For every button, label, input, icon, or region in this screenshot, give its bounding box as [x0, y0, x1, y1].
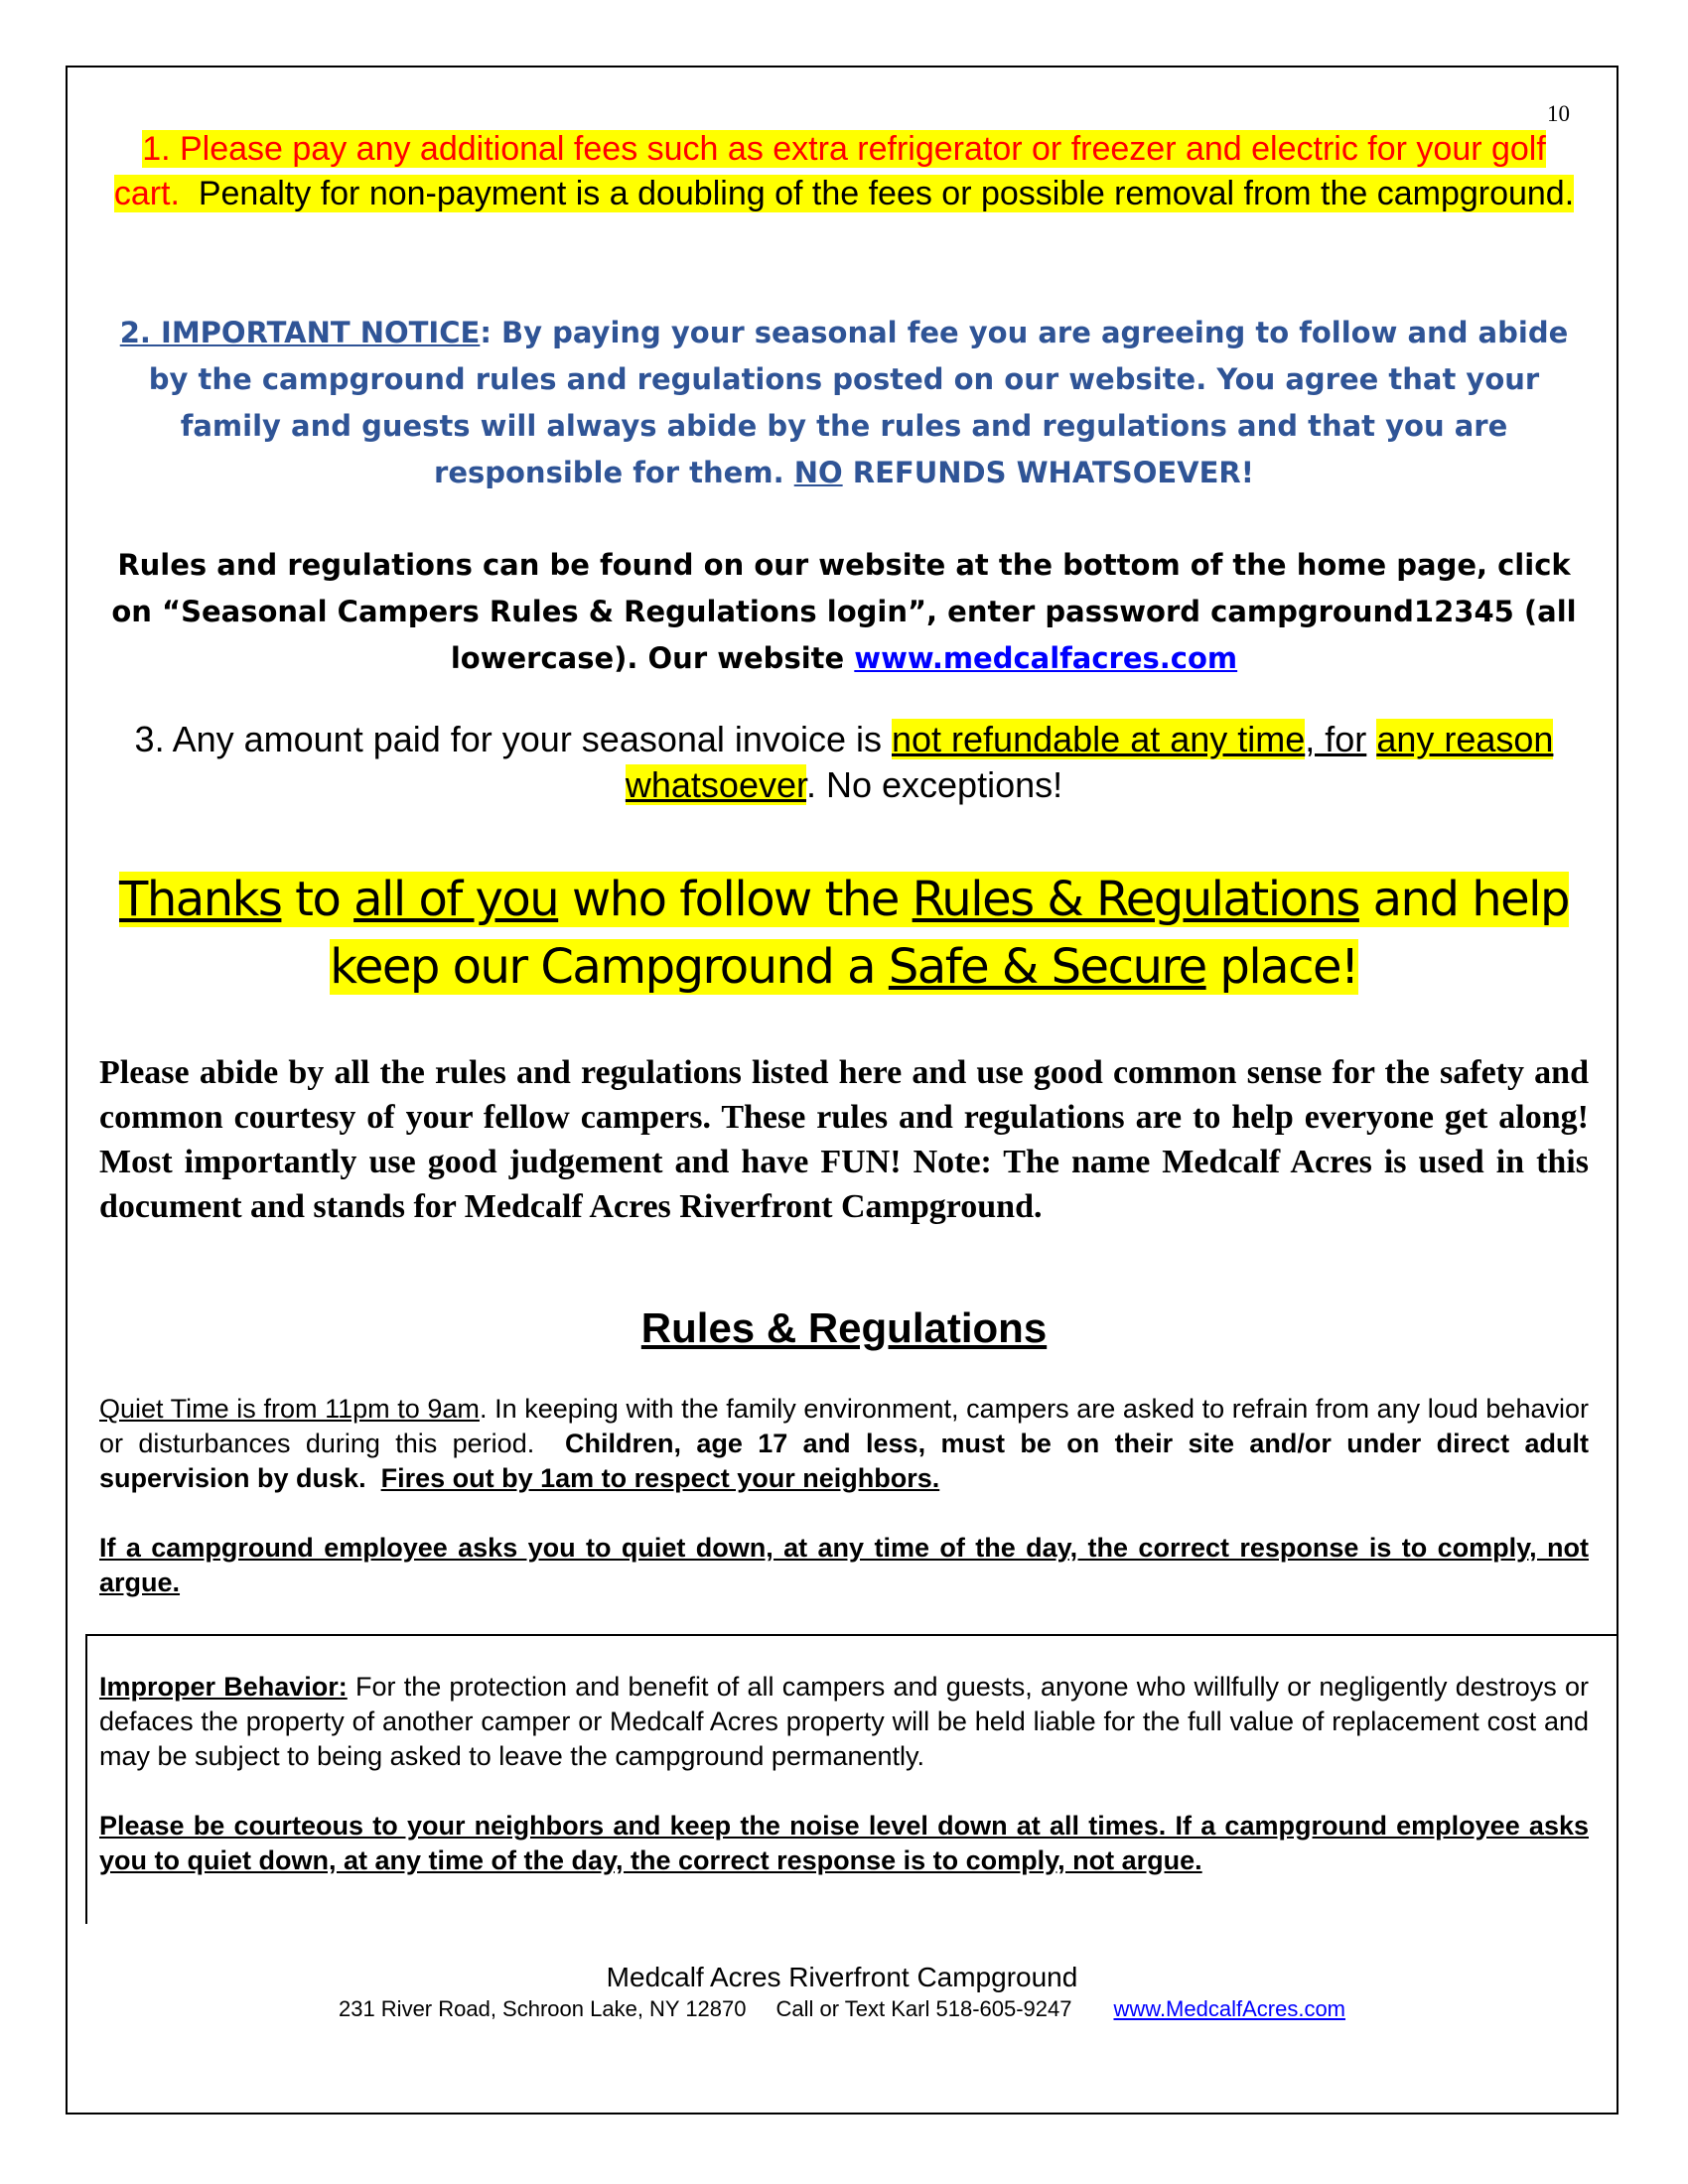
fires-rule: Fires out by 1am to respect your neighbors. [380, 1463, 940, 1493]
refund-notice-suffix: . No exceptions! [805, 764, 1063, 805]
quiet-time-title: Quiet Time is from 11pm to 9am [99, 1394, 480, 1424]
courteous-rule: Please be courteous to your neighbors and keep the noise level down at all times. If a campground employee asks you to quiet down, at any time of the day, the correct response is to comply, not argue. [99, 1811, 1589, 1875]
intro-paragraph: Please abide by all the rules and regulations listed here and use good common sense for the safety and common courtesy of your fellow campers. These rules and regulations are to help everyone get along! Most importantly use good judgement and have FUN! Note: The name Medcalf Acres is used in this document and stands for Medcalf Acres Riverfront Campground. [99, 1054, 1589, 1225]
thanks-part6: and help keep our Campground a [330, 872, 1569, 995]
important-notice-label: 2. IMPORTANT NOTICE [119, 316, 481, 349]
footer-website-link[interactable]: www.MedcalfAcres.com [1113, 1996, 1346, 2021]
thanks-banner [109, 866, 1579, 1001]
improper-behavior-rule [99, 1670, 1589, 1774]
thanks-word: Thanks [119, 872, 282, 927]
not-refundable-highlight: not refundable at any time [892, 719, 1306, 759]
thanks-safe-secure: Safe & Secure [888, 939, 1206, 995]
fees-notice-penalty-text: Penalty for non-payment is a doubling of the fees or possible removal from the campground. [198, 175, 1575, 212]
important-notice-text: : By paying your seasonal fee you are agreeing to follow and abide by the campground rules and regulations posted on our website. You agree that your family and guests will always abide by the rules and regulations and that you are responsible for them. [148, 316, 1569, 489]
footer-phone: Call or Text Karl 518-605-9247 [775, 1996, 1072, 2021]
quiet-time-rule [99, 1392, 1589, 1496]
thanks-part4: who follow the [558, 872, 913, 927]
refund-notice-mid: , for [1305, 719, 1367, 759]
employee-rule: If a campground employee asks you to quiet down, at any time of the day, the correct response is to comply, not argue. [99, 1533, 1589, 1597]
no-emphasis: NO [793, 456, 843, 489]
improper-behavior-title: Improper Behavior: [99, 1672, 348, 1702]
refund-notice-prefix: 3. Any amount paid for your seasonal invoice is [134, 719, 882, 759]
website-instructions-text: Rules and regulations can be found on our website at the bottom of the home page, click on “Seasonal Campers Rules & Regulations login”, enter password campground12345 (all lowercase). Our website [111, 548, 1577, 675]
refunds-text: REFUNDS WHATSOEVER! [852, 456, 1254, 489]
page-number: 10 [1547, 101, 1570, 126]
refund-notice [109, 717, 1579, 808]
fees-notice-red-text: 1. Please pay any additional fees such as extra refrigerator or freezer and electric for your golf cart. [113, 130, 1546, 212]
thanks-part2: to [281, 872, 354, 927]
website-link[interactable]: www.medcalfacres.com [854, 641, 1238, 675]
children-rule: Children, age 17 and less, must be on their site and/or under direct adult supervision by dusk. [99, 1429, 1589, 1493]
important-notice [109, 310, 1579, 496]
rules-heading: Rules & Regulations [640, 1304, 1048, 1351]
fees-notice [109, 127, 1579, 216]
footer-contact [66, 1994, 1618, 2024]
footer-name: Medcalf Acres Riverfront Campground [606, 1962, 1078, 1992]
improper-behavior-text: For the protection and benefit of all campers and guests, anyone who willfully or negligently destroys or defaces the property of another camper or Medcalf Acres property will be held liable for the full value of replacement cost and may be subject to being asked to leave the campground permanently. [99, 1672, 1589, 1771]
thanks-part8: place! [1205, 939, 1358, 995]
any-reason-highlight: any reason whatsoever [625, 719, 1554, 805]
website-instructions [109, 542, 1579, 682]
quiet-time-text: . In keeping with the family environment, campers are asked to refrain from any loud behavior or disturbances during this period. [99, 1394, 1589, 1458]
footer [66, 1961, 1618, 2024]
thanks-rules: Rules & Regulations [912, 872, 1359, 927]
footer-address: 231 River Road, Schroon Lake, NY 12870 [338, 1996, 747, 2021]
thanks-all-of-you: all of you [353, 872, 559, 927]
